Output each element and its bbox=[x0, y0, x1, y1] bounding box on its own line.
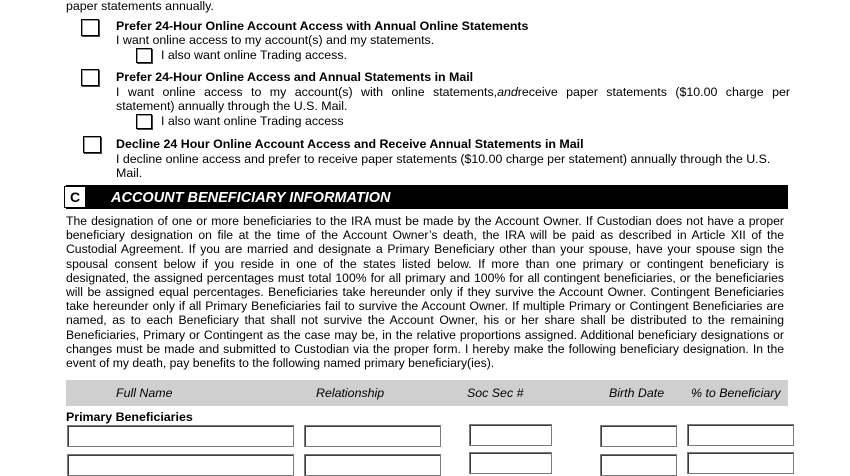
section-letter: C bbox=[64, 186, 86, 208]
option-online-statements-desc: I want online access to my account(s) and my statements. bbox=[116, 33, 435, 47]
primary-1-birth-date-field[interactable] bbox=[600, 425, 677, 447]
option-decline-online-title: Decline 24 Hour Online Account Access and Receive Annual Statements in Mail bbox=[116, 137, 584, 151]
beneficiary-column-header-bar bbox=[66, 380, 788, 406]
column-birth-date: Birth Date bbox=[609, 386, 665, 400]
option-online-statements-trading-checkbox[interactable] bbox=[136, 48, 152, 63]
primary-2-percent-field[interactable] bbox=[687, 452, 794, 474]
option-online-statements-trading-label: I also want online Trading access. bbox=[161, 48, 347, 62]
option-online-statements-checkbox[interactable] bbox=[81, 19, 99, 36]
primary-1-soc-sec-field[interactable] bbox=[469, 424, 552, 446]
primary-1-relationship-field[interactable] bbox=[304, 425, 441, 447]
column-percent-to-beneficiary: % to Beneficiary bbox=[691, 386, 781, 400]
column-soc-sec: Soc Sec # bbox=[467, 386, 524, 400]
option-mail-statements-desc-a: I want online access to my account(s) with online statements, bbox=[116, 85, 498, 99]
option-decline-online-checkbox[interactable] bbox=[83, 136, 101, 153]
option-mail-statements-trading-checkbox[interactable] bbox=[136, 114, 152, 129]
option-mail-statements-desc-line1 bbox=[116, 85, 791, 99]
option-mail-statements-title: Prefer 24-Hour Online Access and Annual Statements in Mail bbox=[116, 70, 474, 84]
option-mail-statements-trading-label: I also want online Trading access bbox=[161, 114, 344, 128]
option-mail-statements-desc-em: and bbox=[497, 85, 518, 99]
primary-2-birth-date-field[interactable] bbox=[600, 454, 677, 476]
primary-1-percent-field[interactable] bbox=[687, 424, 794, 446]
primary-2-full-name-field[interactable] bbox=[67, 454, 294, 476]
option-mail-statements-desc-line2: statement) annually through the U.S. Mail. bbox=[116, 99, 348, 113]
primary-2-relationship-field[interactable] bbox=[304, 454, 441, 476]
option-online-statements-title: Prefer 24-Hour Online Account Access with Annual Online Statements bbox=[116, 19, 529, 33]
column-relationship: Relationship bbox=[316, 386, 385, 400]
option-decline-online-desc-line2: Mail. bbox=[116, 166, 143, 180]
option-decline-online-desc-line1: I decline online access and prefer to receive paper statements ($10.00 charge per statement) annually through the U.S. bbox=[116, 152, 771, 166]
option-mail-statements-checkbox[interactable] bbox=[81, 69, 99, 86]
primary-beneficiaries-label: Primary Beneficiaries bbox=[66, 410, 193, 424]
primary-1-full-name-field[interactable] bbox=[67, 425, 294, 447]
column-full-name: Full Name bbox=[116, 386, 173, 400]
beneficiary-instructions-paragraph: The designation of one or more beneficiaries to the IRA must be made by the Account Owner. If Custodian does not have a proper beneficiary designation on file at the time of the Account Owner’s death, the IRA will be paid as described in Article XII of the Custodial Agreement. If you are married and designate a Primary Beneficiary other than your spouse, have your spouse sign the spousal consent below if you reside in one of the states listed below. If more than one primary or contingent beneficiary is designated, the assigned percentages must total 100% for all primary and 100% for all contingent beneficiaries, or the beneficiaries will be assigned equal percentages. Beneficiaries take hereunder only if they survive the Account Owner. Contingent Beneficiaries take hereunder only if all Primary Beneficiaries fail to survive the Account Owner. If multiple Primary or Contingent Beneficiaries are named, as to each Beneficiary that shall not survive the Account Owner, his or her share shall be distributed to the remaining Beneficiaries, Primary or Contingent as the case may be, in the relative proportions assigned. Additional beneficiary designations or changes must be made and submitted to Custodian via the proper form. I hereby make the following beneficiary designation. In the event of my death, pay benefits to the following named primary beneficiary(ies). bbox=[66, 214, 784, 371]
primary-2-soc-sec-field[interactable] bbox=[469, 452, 552, 474]
section-title: ACCOUNT BENEFICIARY INFORMATION bbox=[111, 190, 391, 206]
top-line-text: paper statements annually. bbox=[66, 0, 214, 13]
option-mail-statements-desc-b: receive paper statements ($10.00 charge per bbox=[517, 85, 791, 99]
